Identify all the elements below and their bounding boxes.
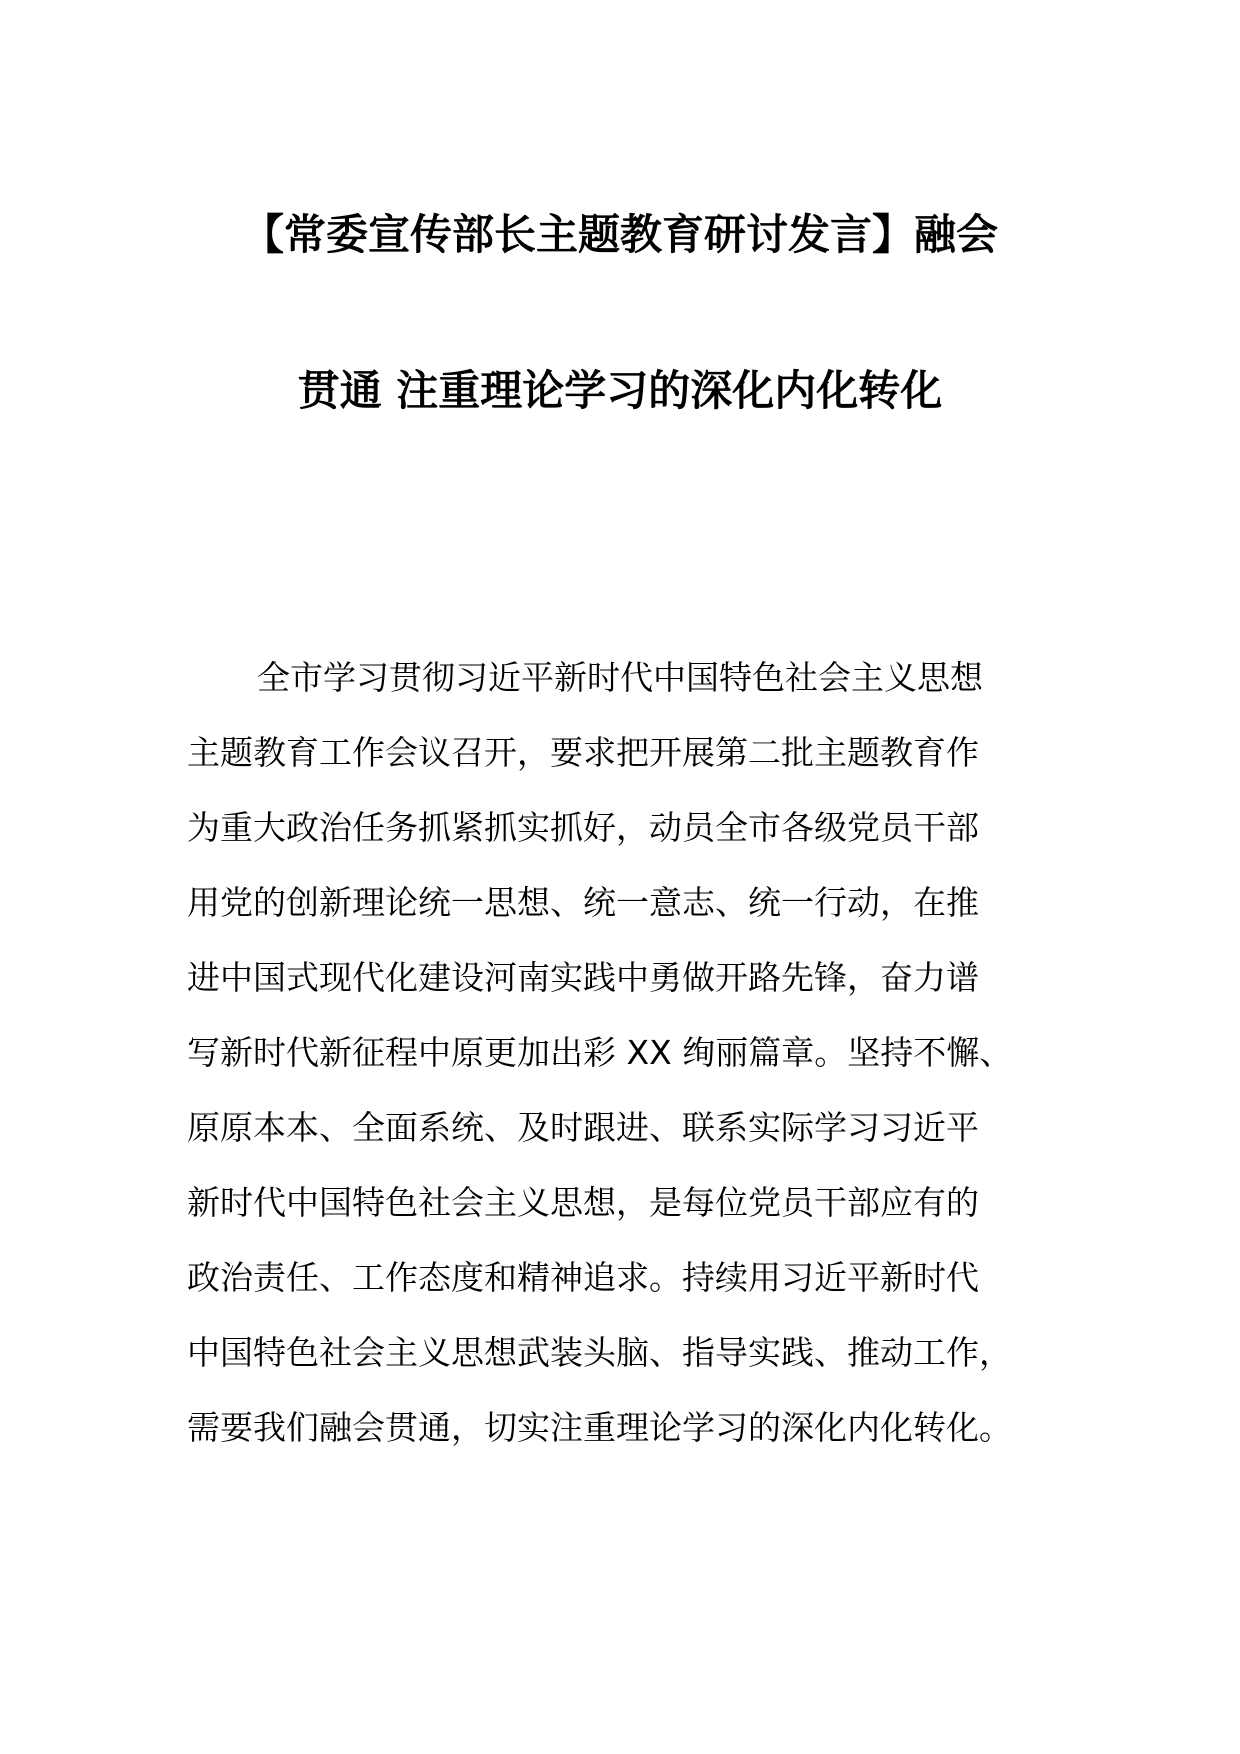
paragraph-line-3: 为重大政治任务抓紧抓实抓好，动员全市各级党员干部 xyxy=(187,808,979,847)
paragraph-line-10: 中国特色社会主义思想武装头脑、指导实践、推动工作， xyxy=(187,1333,1012,1372)
document-title-line-1: 【常委宣传部长主题教育研讨发言】融会 xyxy=(241,210,998,259)
paragraph-line-1: 全市学习贯彻习近平新时代中国特色社会主义思想 xyxy=(257,658,983,697)
paragraph-line-6: 写新时代新征程中原更加出彩 XX 绚丽篇章。坚持不懈、 xyxy=(187,1033,1013,1072)
paragraph-line-4: 用党的创新理论统一思想、统一意志、统一行动，在推 xyxy=(187,883,979,922)
paragraph-line-5: 进中国式现代化建设河南实践中勇做开路先锋，奋力谱 xyxy=(187,958,979,997)
document-title-line-2: 贯通 注重理论学习的深化内化转化 xyxy=(297,366,943,415)
paragraph-line-8: 新时代中国特色社会主义思想，是每位党员干部应有的 xyxy=(187,1183,979,1222)
paragraph-line-7: 原原本本、全面系统、及时跟进、联系实际学习习近平 xyxy=(187,1108,979,1147)
paragraph-line-2: 主题教育工作会议召开，要求把开展第二批主题教育作 xyxy=(187,733,979,772)
paragraph-line-9: 政治责任、工作态度和精神追求。持续用习近平新时代 xyxy=(187,1258,979,1297)
document-body-paragraph xyxy=(187,640,1087,1465)
paragraph-line-11: 需要我们融会贯通，切实注重理论学习的深化内化转化。 xyxy=(187,1408,1012,1447)
